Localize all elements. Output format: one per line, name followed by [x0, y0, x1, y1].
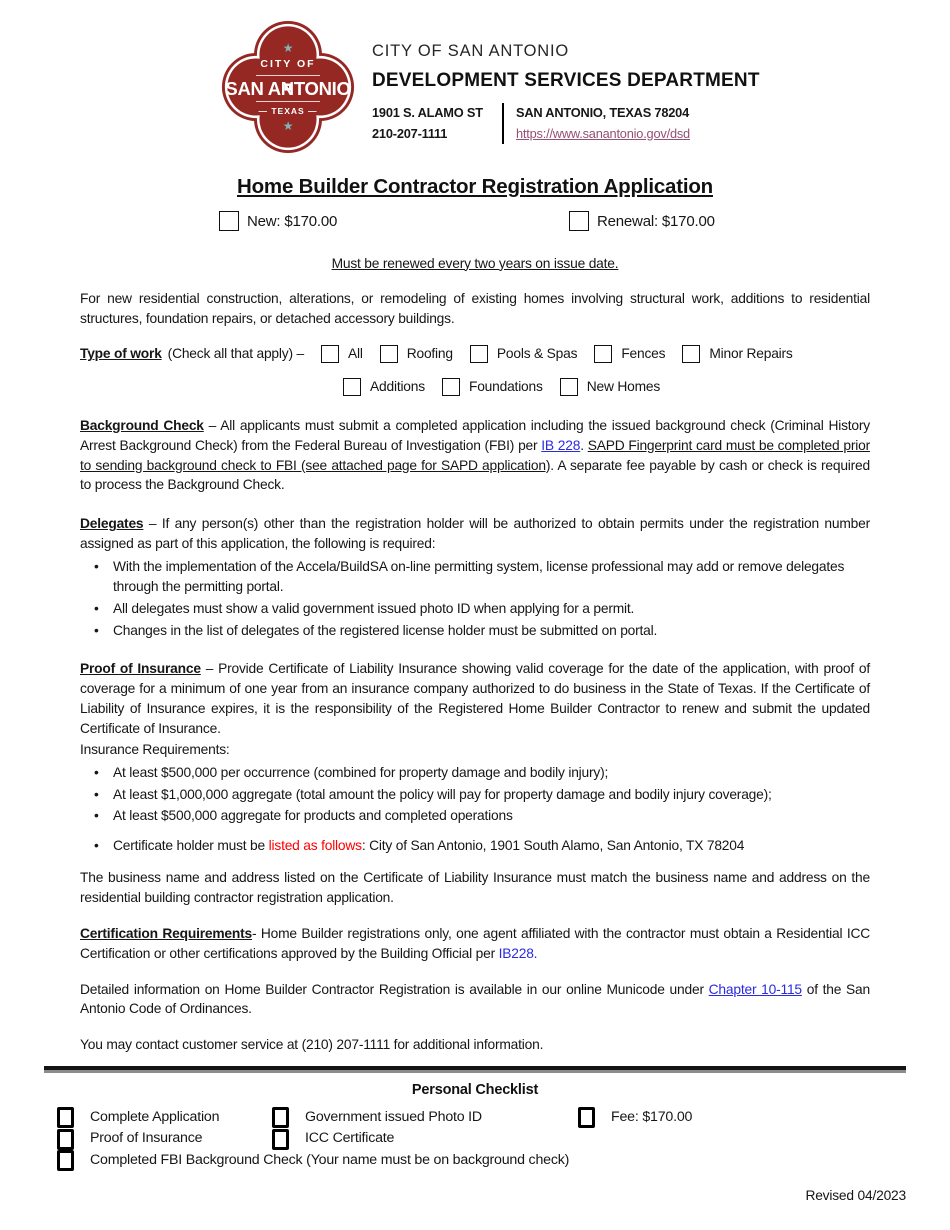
city-name: CITY OF SAN ANTONIO	[372, 42, 570, 60]
checkbox-roofing[interactable]	[380, 345, 398, 363]
checkbox-new[interactable]	[219, 211, 239, 231]
municode-text: Detailed information on Home Builder Contractor Registration is available in our online Municode under	[80, 981, 709, 997]
personal-checklist-section	[0, 1066, 950, 1171]
checkbox-renewal[interactable]	[569, 211, 589, 231]
certificate-holder-item	[80, 836, 870, 856]
address-divider	[502, 103, 504, 144]
bullet-item: • Changes in the list of delegates of the registered license holder must be submitted on portal.	[80, 621, 870, 641]
certification-heading: Certification Requirements	[80, 925, 252, 941]
checkbox-minor-repairs[interactable]	[682, 345, 700, 363]
certification-text: - Home Builder registrations only, one agent affiliated with the contractor must obtain a Residential ICC Certification or other certifications approved by the Building Official per	[80, 925, 870, 961]
checklist-heading: Personal Checklist	[411, 1082, 539, 1098]
option-label-additions: Additions	[370, 378, 425, 394]
option-label-fences: Fences	[621, 346, 666, 362]
chapter-10-115-link[interactable]: Chapter 10-115	[708, 981, 802, 997]
seal-divider-line	[256, 75, 320, 76]
city-seal-logo	[220, 16, 356, 158]
checkbox-fbi-background-check[interactable]	[57, 1150, 74, 1171]
background-check-text: .	[580, 437, 588, 453]
checkbox-icc-certificate[interactable]	[272, 1129, 289, 1150]
seal-divider-line	[256, 101, 320, 102]
delegates-bullet-list	[80, 557, 870, 640]
revised-date: Revised 04/2023	[805, 1188, 906, 1203]
option-label-new-homes: New Homes	[586, 378, 661, 394]
checkbox-fences[interactable]	[594, 345, 612, 363]
insurance-bullet-list	[80, 763, 870, 856]
option-label-minor-repairs: Minor Repairs	[709, 346, 793, 362]
intro-paragraph: For new residential construction, alterations, or remodeling of existing homes involving structural work, additions to residential structures, foundation repairs, or detached accessory buildings.	[80, 291, 870, 327]
ib-228-link[interactable]: IB 228	[541, 437, 581, 453]
checkbox-fee[interactable]	[578, 1107, 595, 1128]
insurance-text: – Provide Certificate of Liability Insurance showing valid coverage for the date of the application, with proof of coverage for a minimum of one year from an insurance company authorized to do business in the State of Texas. If the Certificate of Liability of Insurance expires, it is the responsibility of the Registered Home Builder Contractor to renew and submit the updated Certificate of Insurance.	[80, 661, 870, 736]
address-block	[372, 103, 760, 144]
option-label-pools-spas: Pools & Spas	[496, 346, 578, 362]
website-link[interactable]: https://www.sanantonio.gov/dsd	[516, 125, 690, 141]
municode-text: of the San Antonio Code of Ordinances.	[80, 981, 870, 1017]
certification-section	[80, 924, 870, 964]
checkbox-photo-id[interactable]	[272, 1107, 289, 1128]
bullet-item: • All delegates must show a valid government issued photo ID when applying for a permit.	[80, 599, 870, 619]
seal-san-antonio-label: SAN ANTONIO	[225, 77, 351, 99]
bullet-item: • At least $1,000,000 aggregate (total amount the policy will pay for property damage and bodily injury coverage);	[80, 785, 870, 805]
department-name: DEVELOPMENT SERVICES DEPARTMENT	[372, 69, 760, 91]
option-label-foundations: Foundations	[468, 378, 543, 394]
delegates-heading: Delegates	[80, 516, 144, 532]
type-of-work-instruction: (Check all that apply) –	[167, 346, 304, 362]
bullet-item: • At least $500,000 aggregate for products and completed operations	[80, 806, 870, 826]
delegates-text: – If any person(s) other than the registration holder will be authorized to obtain permits under the registration number assigned as part of this application, the following is required:	[80, 516, 870, 552]
page-title: Home Builder Contractor Registration Application	[237, 175, 713, 198]
option-label-roofing: Roofing	[406, 346, 453, 362]
header	[220, 16, 870, 158]
street-address: 1901 S. ALAMO ST	[372, 105, 483, 121]
insurance-requirements-label: Insurance Requirements:	[80, 741, 230, 757]
municode-paragraph	[80, 980, 870, 1020]
delegates-section	[80, 514, 870, 554]
agency-block	[372, 16, 760, 158]
type-of-work-heading: Type of work	[80, 346, 162, 362]
bullet-item: • With the implementation of the Accela/BuildSA on-line permitting system, license professional may add or remove delegates through the permitting portal.	[80, 557, 870, 597]
ib228-link[interactable]: IB228.	[498, 945, 538, 961]
contact-note: You may contact customer service at (210) 207-1111 for additional information.	[80, 1037, 544, 1053]
option-label-all: All	[347, 346, 363, 362]
checkbox-complete-application[interactable]	[57, 1107, 74, 1128]
bullet-item: • At least $500,000 per occurrence (combined for property damage and bodily injury);	[80, 763, 870, 783]
sapd-underlined-text: SAPD Fingerprint card must be completed prior to sending background check to FBI (see attached page for SAPD application)	[80, 437, 870, 473]
holder-text: : City of San Antonio, 1901 South Alamo, San Antonio, TX 78204	[361, 838, 745, 854]
star-icon: ★	[282, 119, 294, 134]
listed-as-follows-text: listed as follows	[268, 838, 362, 854]
type-of-work-section	[80, 344, 870, 397]
background-check-heading: Background Check	[80, 417, 204, 433]
checkbox-all[interactable]	[321, 345, 339, 363]
business-match-note: The business name and address listed on the Certificate of Liability Insurance must match the business name and address on the residential building contractor registration application.	[80, 870, 870, 905]
city-state-zip: SAN ANTONIO, TEXAS 78204	[516, 105, 689, 121]
insurance-heading: Proof of Insurance	[80, 661, 201, 677]
checklist-item-label: Government issued Photo ID	[305, 1108, 482, 1125]
checklist-item-label: Proof of Insurance	[90, 1130, 203, 1147]
background-check-section	[80, 416, 870, 495]
checklist-item-label: ICC Certificate	[305, 1130, 395, 1147]
checklist-grid	[0, 1107, 950, 1172]
renewal-note: Must be renewed every two years on issue date.	[331, 255, 619, 271]
background-check-text: – All applicants must submit a completed application including the issued background check (Criminal History Arrest Background Check) from the Federal Bureau of Investigation (FBI) per	[80, 417, 870, 453]
checklist-item-label: Completed FBI Background Check (Your name must be on background check)	[90, 1151, 570, 1168]
seal-text	[220, 16, 356, 158]
checklist-item-label: Complete Application	[90, 1108, 220, 1125]
checklist-item-label: Fee: $170.00	[611, 1108, 693, 1125]
checkbox-foundations[interactable]	[442, 378, 460, 396]
seal-texas-label: — TEXAS —	[258, 106, 318, 117]
checkbox-pools-spas[interactable]	[470, 345, 488, 363]
renewal-fee-label: Renewal: $170.00	[597, 212, 715, 230]
checkbox-new-homes[interactable]	[560, 378, 578, 396]
insurance-section	[80, 659, 870, 738]
star-icon: ★	[282, 40, 294, 55]
section-divider	[44, 1066, 906, 1073]
phone-number: 210-207-1111	[372, 125, 448, 141]
checkbox-proof-of-insurance[interactable]	[57, 1129, 74, 1150]
background-check-text: . A separate fee payable by cash or check is required to process the Background Check.	[80, 457, 870, 493]
seal-city-of-label: CITY OF	[260, 57, 316, 70]
fee-options-row	[80, 211, 870, 237]
holder-text: Certificate holder must be	[113, 838, 269, 854]
checkbox-additions[interactable]	[343, 378, 361, 396]
new-fee-label: New: $170.00	[247, 212, 338, 230]
